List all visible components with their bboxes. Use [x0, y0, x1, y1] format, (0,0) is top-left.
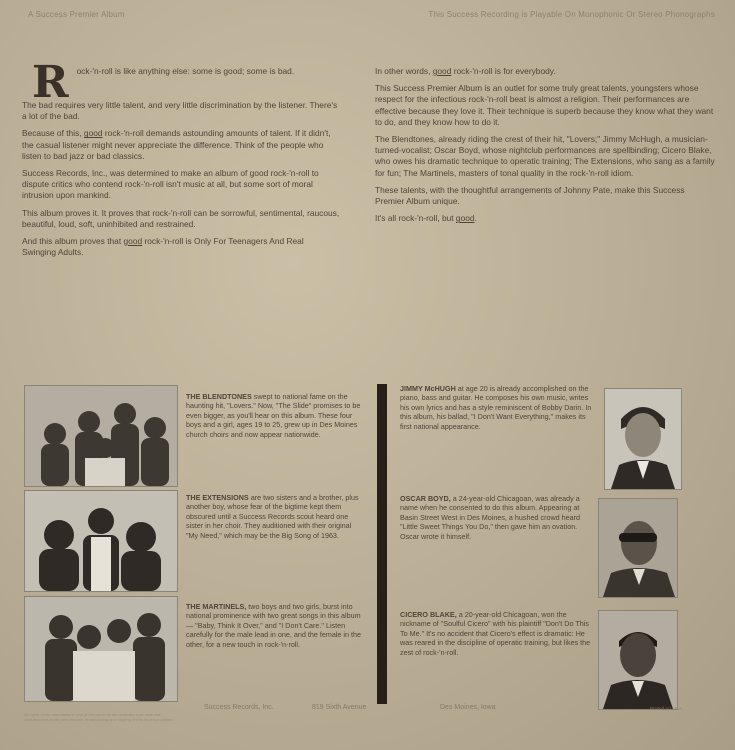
paragraph-artists: The Blendtones, already riding the crest of their hit, "Lovers;" Jimmy McHugh, a musician-turned-vocalist; Oscar Boyd, whose nightclub performances are spellbinding; Cicero Blake, who owes his dramatic technique to operatic training; The Extensions, who sang as a family for fun; The Martinels, masters of tonal quality in the rock-'n-roll idiom. [375, 134, 715, 178]
drop-cap: R [32, 57, 69, 108]
text-fragment: rock-'n-roll is for everybody. [451, 66, 556, 76]
bio-name: JIMMY McHUGH [400, 384, 456, 393]
footer-fine-print: All rights of the manufacturer and of the owner of the recorded work reserved. Unauthorized public performance, broadcasting and copying of this record prohibited. [24, 712, 175, 722]
underlined-good: good [455, 213, 475, 224]
footer-city: Des Moines, Iowa [440, 704, 496, 711]
text-fragment: rock-'n-roll demands astounding amounts of talent. If it didn't, the casual listener might never appreciate the difference. Think of the people who listen to bad jazz or bad classics. [22, 128, 331, 161]
paragraph-everybody [375, 66, 715, 77]
paragraph-intro-text: ock-'n-roll is like anything else: some is good; some is bad. [76, 66, 295, 76]
footer-company: Success Records, Inc. [204, 704, 274, 711]
paragraph-intro [22, 57, 340, 108]
photo-cicero-blake [598, 610, 678, 710]
header-album-label: A Success Premier Album [28, 10, 125, 19]
bio-text: a 24-year-old Chicagoan, was already a name when he consented to do this album. Appearing at Basin Street West in Des Moines, a hushed crowd heard "Little Sweet Things You Do," then gave him an ovation. Oscar wrote it himself. [400, 494, 581, 541]
bio-mchugh [400, 384, 596, 431]
header-playback-note: This Success Recording is Playable On Monophonic Or Stereo Phonographs [428, 10, 715, 19]
bio-name: OSCAR BOYD, [400, 494, 451, 503]
footer-address: 819 Sixth Avenue [312, 704, 367, 711]
paragraph-teenagers [22, 236, 340, 258]
liner-notes-left-column [22, 57, 340, 264]
footer-printed-in: Printed in U.S.A. [650, 706, 684, 711]
bio-text: swept to national fame on the haunting hit, "Lovers." Now, "The Slide" promises to be even bigger, as you'll hear on this album. These four boys and a girl, ages 19 to 25, grew up in Des Moines church choirs and now appear nationwide. [186, 392, 361, 439]
bio-martinels [186, 602, 364, 649]
bio-blendtones [186, 392, 364, 439]
bio-extensions [186, 493, 364, 540]
bio-text: two boys and two girls, burst into national prominence with two great songs in this album — "Baby, Think It Over," and "I Don't Care." Listen carefully for the male lead in one, and the female in the other, for a new touch in rock-'n-roll. [186, 602, 362, 649]
bio-name: CICERO BLAKE, [400, 610, 457, 619]
paragraph-bad: The bad requires very little talent, and very little discrimination by the listener. There's a lot of the bad. [22, 100, 338, 122]
bio-name: THE MARTINELS, [186, 602, 247, 611]
underlined-good: good [83, 128, 103, 139]
bio-text: a 20-year-old Chicagoan, won the nickname of "Soulful Cicero" with his plaintiff "Don't Do This To Me." It's no accident that Cicero's effect is dramatic: He was reared in the discipline of operatic training, but likes the zest of rock-'n-roll. [400, 610, 591, 657]
underlined-good: good [432, 66, 452, 76]
text-fragment: Because of this, [22, 128, 84, 139]
paragraph-proves: This album proves it. It proves that rock-'n-roll can be sorrowful, sentimental, raucous, beautiful, loud, soft, uninhibited and restrained. [22, 207, 340, 229]
paragraph-arrangements: These talents, with the thoughtful arrangements of Johnny Pate, make this Success Premier Album unique. [375, 184, 685, 207]
text-fragment: . [474, 213, 477, 224]
bio-text: at age 20 is already accomplished on the piano, bass and guitar. He composes his own music, writes his own lyrics and has a style reminiscent of Bobby Darin. In this album, his ballad, "I Don't Want Everything," makes its first national appearance. [400, 384, 592, 431]
liner-notes-right-column [375, 66, 715, 230]
text-fragment: And this album proves that [22, 236, 124, 247]
bio-blake [400, 610, 596, 657]
vertical-divider-bar [377, 384, 387, 704]
bio-name: THE EXTENSIONS [186, 493, 249, 502]
paragraph-outlet: This Success Premier Album is an outlet for some truly great talents, youngsters whose respect for the infectious rock-'n-roll beat is almost a religion. Their performances are effective because they love it. Their technique is superb because they know what they want to do, and they know how to do it. [375, 83, 714, 127]
bio-name: THE BLENDTONES [186, 392, 252, 401]
photo-martinels [24, 596, 178, 702]
bio-boyd [400, 494, 596, 541]
paragraph-closing [375, 213, 715, 224]
photo-blendtones [24, 385, 178, 487]
paragraph-talent [22, 128, 340, 162]
photo-oscar-boyd [598, 498, 678, 598]
bio-text: are two sisters and a brother, plus another boy, whose fear of the bigtime kept them obscured until a Success Records scout heard one sister in her choir. They auditioned with their original "My Need," which may be the Big Song of 1963. [186, 493, 359, 540]
paragraph-success-records: Success Records, Inc., was determined to make an album of good rock-'n-roll to dispute critics who contend rock-'n-roll isn't music at all, but some sort of moral intrusion upon mankind. [22, 168, 319, 201]
text-fragment: rock-'n-roll is Only For Teenagers And Real Swinging Adults. [22, 236, 304, 258]
underlined-good: good [123, 236, 143, 247]
photo-jimmy-mchugh [604, 388, 682, 490]
photo-extensions [24, 490, 178, 592]
text-fragment: In other words, [375, 66, 433, 76]
text-fragment: It's all rock-'n-roll, but [375, 213, 456, 224]
